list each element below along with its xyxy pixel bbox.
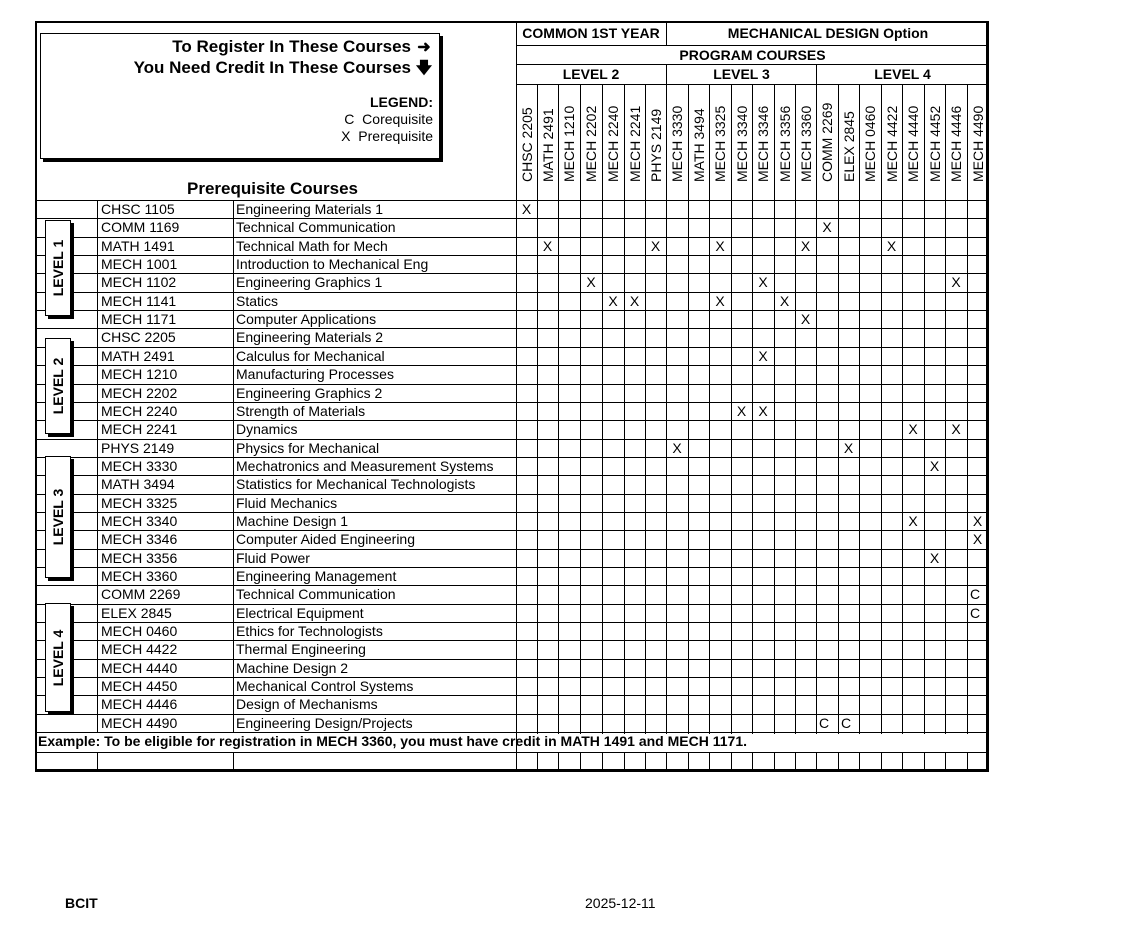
- prerequisite-mark: X: [736, 402, 747, 419]
- grid-line: [35, 604, 989, 605]
- grid-line: [838, 752, 839, 771]
- course-code: MECH 3325: [101, 494, 178, 511]
- course-code: ELEX 2845: [101, 604, 172, 621]
- credit-instruction: [134, 57, 433, 84]
- column-header: [602, 85, 624, 198]
- legend-item-prerequisite: [341, 128, 433, 144]
- grid-line: [881, 752, 882, 771]
- grid-line: [816, 64, 817, 84]
- grid-line: [35, 255, 989, 256]
- course-code: MECH 4440: [101, 659, 178, 676]
- course-code: MECH 1210: [101, 366, 178, 383]
- level-tab-label: LEVEL 1: [50, 239, 66, 297]
- prerequisite-mark: X: [629, 292, 640, 309]
- course-code: MECH 1141: [101, 292, 177, 309]
- grid-line: [35, 365, 989, 366]
- grid-line: [35, 310, 989, 311]
- column-header-label: MATH 3494: [690, 108, 707, 182]
- prerequisite-mark: X: [672, 439, 682, 456]
- prerequisite-mark: X: [608, 292, 618, 309]
- grid-line: [35, 384, 989, 385]
- prerequisite-mark: X: [715, 237, 725, 254]
- course-code: MECH 0460: [101, 623, 178, 640]
- prerequisite-mark: X: [972, 512, 983, 529]
- grid-line: [233, 752, 234, 771]
- course-code: MECH 1001: [101, 256, 178, 273]
- grid-line: [35, 457, 989, 458]
- column-header-label: ELEX 2845: [840, 111, 857, 182]
- column-header: [859, 85, 881, 198]
- course-code: MECH 3346: [101, 531, 178, 548]
- prerequisite-courses-title: Prerequisite Courses: [187, 179, 359, 198]
- course-code: MECH 3340: [101, 512, 178, 529]
- level-1-tab: [45, 220, 71, 316]
- course-title: Machine Design 2: [236, 659, 349, 676]
- corequisite-mark: C: [841, 714, 852, 731]
- column-header-label: COMM 2269: [819, 102, 835, 182]
- prerequisite-mark: X: [586, 274, 596, 291]
- grid-line: [816, 752, 817, 771]
- course-title: Mechatronics and Measurement Systems: [236, 457, 494, 474]
- prerequisite-mark: X: [908, 421, 918, 438]
- corequisite-mark: C: [970, 604, 981, 621]
- column-header-label: MECH 2240: [605, 105, 621, 182]
- column-header: [838, 85, 859, 198]
- course-title: Fluid Power: [236, 549, 310, 566]
- program-courses-header: PROGRAM COURSES: [679, 47, 826, 63]
- column-header-label: MECH 3360: [797, 105, 814, 182]
- common-first-year-header: COMMON 1ST YEAR: [522, 25, 660, 41]
- column-header-label: PHYS 2149: [647, 108, 664, 182]
- grid-line: [731, 752, 732, 771]
- course-title: Engineering Materials 2: [236, 329, 384, 346]
- grid-line: [967, 752, 968, 771]
- course-title: Introduction to Mechanical Eng: [236, 256, 429, 273]
- column-header-label: MECH 3356: [776, 105, 793, 182]
- register-instruction: [172, 37, 433, 57]
- column-header-label: MECH 3330: [669, 105, 685, 182]
- column-header: [967, 85, 988, 198]
- course-code: CHSC 2205: [101, 329, 176, 346]
- grid-line: [35, 677, 989, 678]
- grid-line: [97, 200, 98, 732]
- column-header-label: MECH 3325: [712, 105, 728, 182]
- legend-label: Corequisite: [362, 111, 433, 127]
- course-code: PHYS 2149: [101, 439, 175, 456]
- instruction-box: [40, 33, 440, 159]
- grid-line: [859, 752, 860, 771]
- option-header: MECHANICAL DESIGN Option: [727, 25, 929, 41]
- example-note: Example: To be eligible for registration in MECH 3360, you must have credit in MATH 1491 and MECH 1171.: [38, 733, 747, 749]
- course-title: Physics for Mechanical: [236, 439, 380, 456]
- course-title: Computer Applications: [236, 311, 377, 328]
- grid-line: [35, 347, 989, 348]
- prerequisite-mark: X: [758, 402, 768, 419]
- course-code: MECH 4490: [101, 714, 178, 731]
- grid-line: [709, 752, 710, 771]
- column-header-label: MATH 2491: [539, 108, 556, 182]
- prerequisite-mark: X: [843, 439, 854, 456]
- grid-line: [580, 752, 581, 771]
- course-title: Mechanical Control Systems: [236, 678, 414, 695]
- column-header-label: MECH 2202: [583, 105, 599, 182]
- grid-line: [35, 752, 989, 753]
- column-header: [945, 85, 967, 198]
- course-title: Statistics for Mechanical Technologists: [236, 476, 476, 493]
- grid-line: [645, 752, 646, 771]
- course-code: MECH 2240: [101, 402, 178, 419]
- prerequisite-mark: X: [758, 347, 768, 364]
- prerequisite-mark: X: [908, 512, 918, 529]
- course-title: Engineering Materials 1: [236, 201, 384, 217]
- grid-line: [35, 494, 989, 495]
- column-header-label: MECH 4446: [948, 105, 964, 182]
- level-tab-label: LEVEL 2: [50, 357, 66, 415]
- course-code: MECH 2241: [101, 421, 178, 438]
- grid-line: [35, 420, 989, 421]
- course-title: Engineering Design/Projects: [236, 714, 413, 731]
- prerequisite-mark: X: [650, 237, 661, 254]
- course-title: Design of Mechanisms: [236, 696, 378, 713]
- grid-line: [35, 640, 989, 641]
- level-tab-label: LEVEL 3: [50, 488, 66, 546]
- course-code: MATH 3494: [101, 476, 175, 493]
- grid-line: [902, 752, 903, 771]
- course-title: Technical Communication: [236, 586, 396, 603]
- course-code: MATH 1491: [101, 237, 175, 254]
- corequisite-mark: C: [819, 714, 830, 731]
- legend-title: LEGEND:: [370, 94, 433, 110]
- column-header: [752, 85, 774, 198]
- right-arrow-icon: ➜: [417, 39, 431, 56]
- prerequisite-mark: X: [929, 457, 940, 474]
- course-title: Machine Design 1: [236, 512, 349, 529]
- course-title: Electrical Equipment: [236, 604, 364, 621]
- legend-item-corequisite: [344, 111, 433, 127]
- footer-institution: BCIT: [65, 895, 98, 911]
- column-header-label: MECH 3340: [733, 105, 750, 182]
- grid-line: [35, 530, 989, 531]
- course-title: Technical Communication: [236, 219, 396, 236]
- grid-line: [537, 752, 538, 771]
- grid-line: [516, 45, 989, 46]
- grid-line: [924, 752, 925, 771]
- grid-line: [774, 752, 775, 771]
- column-header: [709, 85, 731, 198]
- level-tab-label: LEVEL 4: [50, 629, 66, 686]
- grid-line: [624, 752, 625, 771]
- course-title: Statics: [236, 292, 279, 309]
- column-header: [924, 85, 945, 198]
- course-code: MECH 3356: [101, 549, 178, 566]
- grid-line: [35, 273, 989, 274]
- prerequisite-mark: X: [521, 201, 532, 217]
- column-header: [624, 85, 645, 198]
- column-header-label: MECH 0460: [862, 105, 878, 182]
- grid-line: [35, 328, 989, 329]
- grid-line: [35, 567, 989, 568]
- grid-line: [35, 200, 989, 201]
- course-code: MECH 3360: [101, 568, 178, 584]
- column-header-label: CHSC 2205: [518, 107, 535, 182]
- course-code: MECH 3330: [101, 457, 178, 474]
- course-code: MECH 4422: [101, 641, 178, 658]
- column-header: [795, 85, 816, 198]
- course-title: Engineering Management: [236, 568, 397, 584]
- credit-text: You Need Credit In These Courses: [133, 58, 411, 77]
- column-header: [816, 85, 838, 198]
- course-code: COMM 2269: [101, 586, 181, 603]
- course-code: COMM 1169: [101, 219, 180, 236]
- course-title: Computer Aided Engineering: [236, 531, 416, 548]
- prerequisite-mark: X: [951, 274, 961, 291]
- grid-line: [666, 21, 667, 45]
- grid-line: [666, 752, 667, 771]
- level-2-tab: [45, 338, 71, 434]
- legend-symbol: C: [344, 111, 355, 127]
- legend-symbol: X: [341, 128, 351, 144]
- prerequisite-mark: X: [822, 219, 832, 236]
- level-3-tab: [45, 456, 71, 578]
- prerequisite-mark: X: [542, 237, 553, 254]
- corequisite-mark: C: [970, 586, 981, 603]
- down-arrow-icon: 🡇: [415, 60, 433, 77]
- column-header: [688, 85, 709, 198]
- prerequisite-mark: X: [972, 531, 983, 548]
- grid-line: [752, 752, 753, 771]
- grid-line: [945, 752, 946, 771]
- course-title: Strength of Materials: [236, 402, 366, 419]
- column-header-label: MECH 4440: [905, 105, 921, 182]
- grid-line: [795, 752, 796, 771]
- prerequisite-mark: X: [779, 292, 790, 309]
- course-code: MECH 1102: [101, 274, 177, 291]
- course-code: MECH 4450: [101, 678, 178, 695]
- column-header-label: MECH 3346: [755, 105, 771, 182]
- grid-line: [602, 752, 603, 771]
- prerequisite-mark: X: [886, 237, 897, 254]
- course-title: Engineering Graphics 2: [236, 384, 383, 401]
- course-code: CHSC 1105: [101, 201, 175, 217]
- course-code: MECH 2202: [101, 384, 178, 401]
- course-code: MECH 1171: [101, 311, 177, 328]
- grid-line: [35, 659, 989, 660]
- column-header: [580, 85, 602, 198]
- column-header: [537, 85, 558, 198]
- grid-line: [688, 752, 689, 771]
- grid-line: [516, 64, 989, 65]
- grid-line: [35, 549, 989, 550]
- column-header-label: MECH 1210: [561, 105, 577, 182]
- level-3-header: LEVEL 3: [713, 66, 770, 82]
- course-title: Manufacturing Processes: [236, 366, 394, 383]
- level-4-tab: [45, 603, 71, 712]
- legend-label: Prerequisite: [358, 128, 433, 144]
- column-header: [902, 85, 924, 198]
- prerequisite-mark: X: [800, 311, 811, 328]
- column-header: [774, 85, 795, 198]
- course-title: Thermal Engineering: [236, 641, 366, 658]
- column-header-label: MECH 4452: [926, 105, 943, 182]
- column-header: [516, 85, 537, 198]
- column-header: [558, 85, 580, 198]
- grid-line: [35, 695, 989, 696]
- prerequisite-mark: X: [715, 292, 725, 309]
- grid-line: [558, 752, 559, 771]
- column-header-label: MECH 2241: [626, 105, 643, 182]
- column-header: [881, 85, 902, 198]
- grid-line: [97, 752, 98, 771]
- course-title: Engineering Graphics 1: [236, 274, 383, 291]
- level-4-header: LEVEL 4: [874, 66, 931, 82]
- prerequisite-mark: X: [951, 421, 961, 438]
- course-title: Technical Math for Mech: [236, 237, 388, 254]
- course-title: Calculus for Mechanical: [236, 347, 385, 364]
- column-header: [731, 85, 752, 198]
- column-header-label: MECH 4490: [969, 105, 986, 182]
- column-header-label: MECH 4422: [883, 105, 900, 182]
- column-header: [666, 85, 688, 198]
- level-2-header: LEVEL 2: [562, 66, 620, 82]
- grid-line: [35, 512, 989, 513]
- register-text: To Register In These Courses: [172, 37, 411, 56]
- grid-line: [35, 292, 989, 293]
- grid-line: [35, 402, 989, 403]
- footer-date: 2025-12-11: [585, 895, 656, 911]
- prerequisite-mark: X: [800, 237, 811, 254]
- grid-line: [35, 237, 989, 238]
- course-code: MECH 4446: [101, 696, 178, 713]
- prerequisite-mark: X: [929, 549, 940, 566]
- prerequisite-mark: X: [758, 274, 768, 291]
- grid-line: [35, 475, 989, 476]
- grid-line: [35, 622, 989, 623]
- course-title: Ethics for Technologists: [236, 623, 383, 640]
- grid-line: [666, 64, 667, 84]
- course-title: Fluid Mechanics: [236, 494, 338, 511]
- course-code: MATH 2491: [101, 347, 175, 364]
- grid-line: [233, 200, 234, 732]
- column-header: [645, 85, 666, 198]
- course-title: Dynamics: [236, 421, 298, 438]
